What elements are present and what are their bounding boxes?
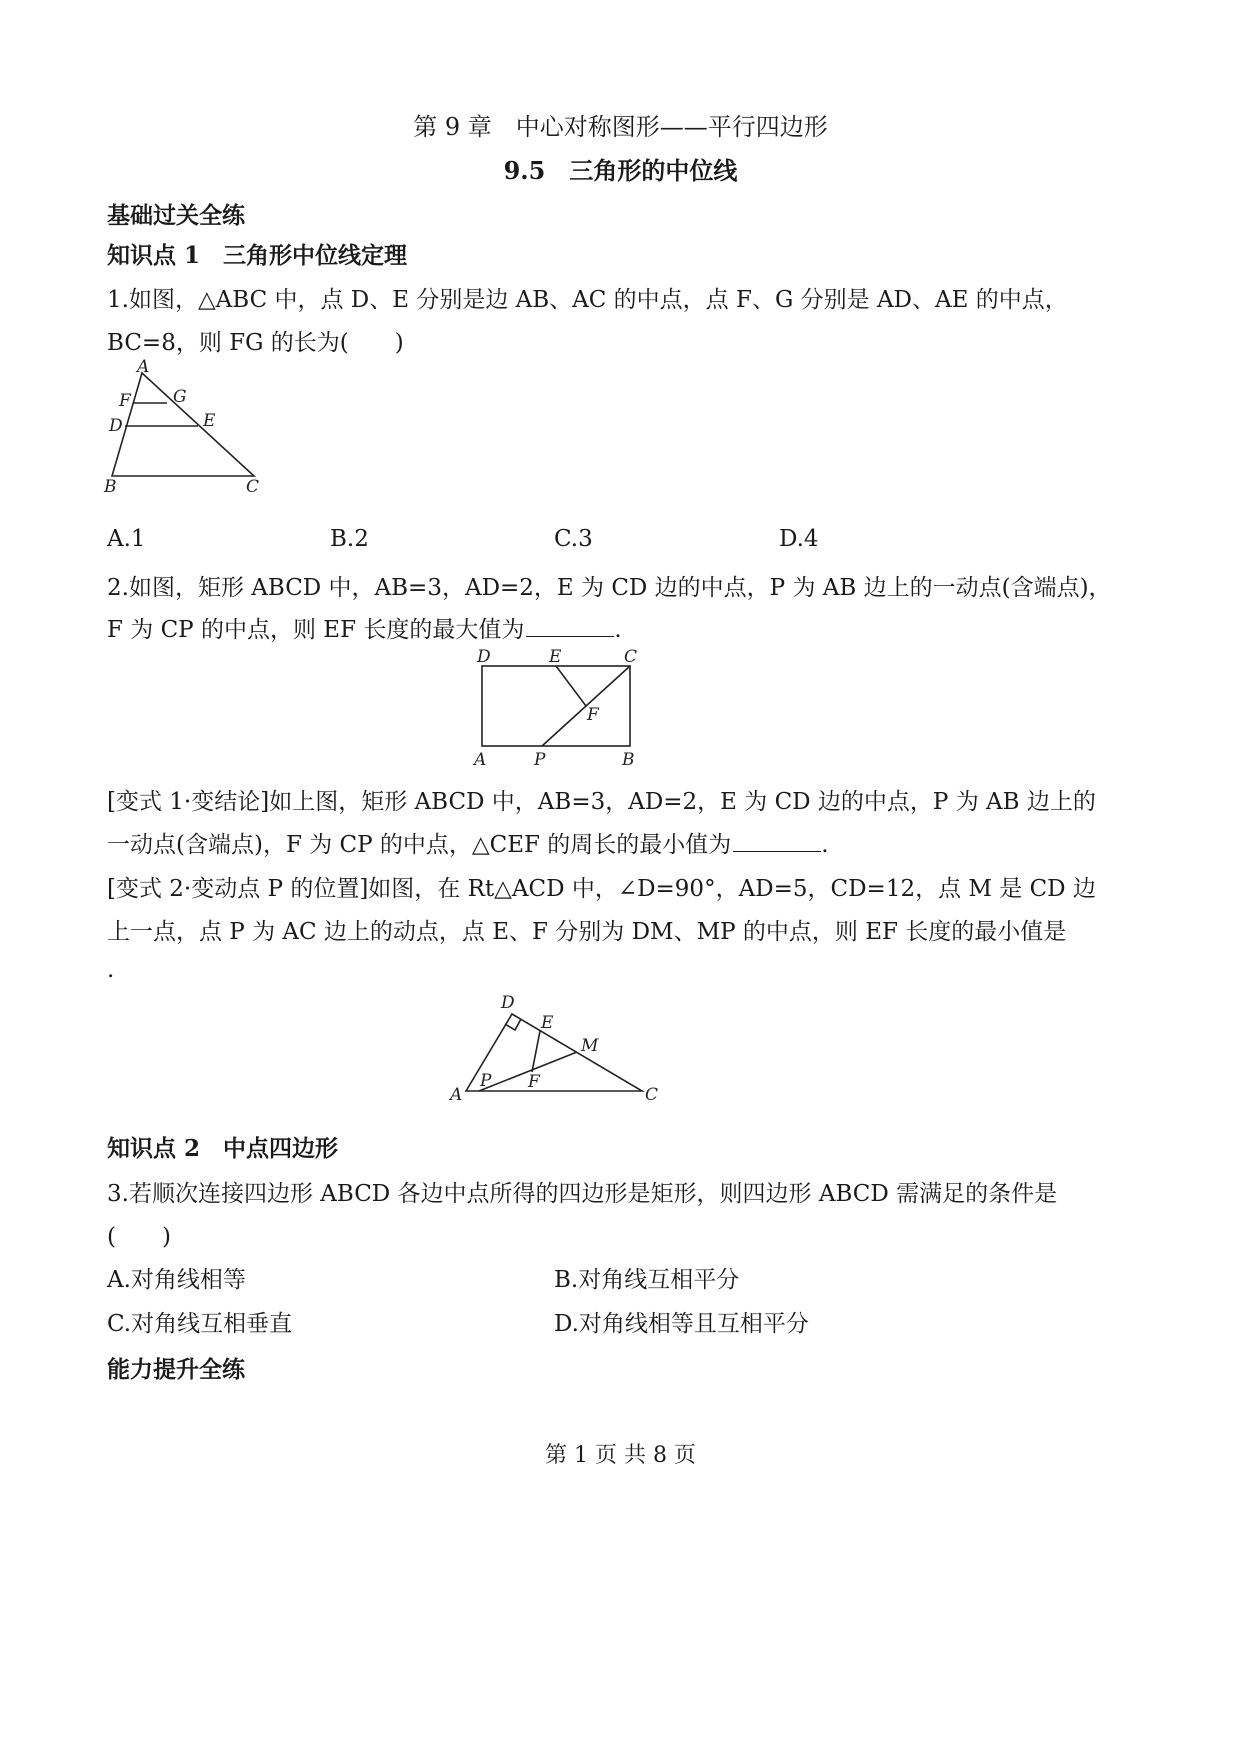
q3-option-c: C.对角线互相垂直 [107, 1311, 293, 1337]
label-d: D [477, 647, 491, 667]
label-c: C [645, 1085, 659, 1105]
q1-option-d: D.4 [779, 526, 819, 552]
variant2-text-line3: . [107, 957, 115, 983]
segment-pc [542, 666, 630, 746]
ability-section-heading: 能力提升全练 [107, 1356, 245, 1383]
label-a: A [137, 358, 150, 377]
knowledge-point-2-heading: 知识点 2 中点四边形 [107, 1135, 339, 1162]
q2-text-line2: F 为 CP 的中点，则 EF 长度的最大值为 [107, 617, 525, 643]
q2-text-line1: 2.如图，矩形 ABCD 中，AB=3，AD=2，E 为 CD 边的中点，P 为 AB 边上的一动点(含端点)， [107, 575, 1112, 601]
variant2-text-line1: [变式 2·变动点 P 的位置]如图，在 Rt△ACD 中，∠D=90°，AD=5，CD=12，点 M 是 CD 边 [107, 876, 1096, 902]
label-f: F [587, 705, 599, 725]
label-f: F [528, 1072, 540, 1092]
q3-text-line1: 3.若顺次连接四边形 ABCD 各边中点所得的四边形是矩形，则四边形 ABCD 需满足的条件是 [107, 1181, 1058, 1207]
label-b: B [622, 750, 635, 769]
q3-option-a: A.对角线相等 [107, 1267, 246, 1293]
variant1-text-line2: 一动点(含端点)，F 为 CP 的中点，△CEF 的周长的最小值为 [107, 832, 732, 858]
label-e: E [203, 411, 216, 431]
variant2-triangle-figure [440, 990, 670, 1105]
q3-text-line2: ( ) [107, 1224, 171, 1250]
q1-option-a: A.1 [107, 526, 146, 552]
basic-section-heading: 基础过关全练 [107, 202, 245, 229]
segment-ef [556, 666, 586, 706]
segment-ef [532, 1031, 540, 1072]
page-footer: 第 1 页 共 8 页 [545, 1443, 696, 1468]
q2-answer-blank [526, 616, 614, 637]
q2-rectangle-figure [468, 644, 648, 769]
chapter-title: 第 9 章 中心对称图形——平行四边形 [413, 113, 828, 141]
variant1-line2-period: . [821, 832, 829, 858]
knowledge-point-1-heading: 知识点 1 三角形中位线定理 [107, 242, 408, 269]
variant1-answer-blank [733, 831, 821, 852]
variant2-text-line2: 上一点，点 P 为 AC 边上的动点，点 E、F 分别为 DM、MP 的中点，则 EF 长度的最小值是 [107, 919, 1067, 945]
q1-text-line2: BC=8，则 FG 的长为( ) [107, 330, 404, 356]
label-p: P [480, 1071, 492, 1091]
label-c: C [246, 477, 260, 497]
label-e: E [541, 1013, 554, 1033]
label-b: B [104, 477, 117, 497]
label-f: F [119, 391, 131, 411]
label-e: E [549, 647, 562, 667]
q1-option-c: C.3 [554, 526, 593, 552]
q3-option-d: D.对角线相等且互相平分 [554, 1311, 809, 1337]
label-a: A [474, 750, 487, 769]
label-c: C [624, 647, 638, 667]
label-g: G [173, 387, 187, 407]
q1-option-b: B.2 [330, 526, 369, 552]
section-title: 9.5 三角形的中位线 [503, 156, 738, 185]
label-p: P [534, 750, 546, 769]
label-d: D [109, 416, 123, 436]
q1-text-line1: 1.如图，△ABC 中，点 D、E 分别是边 AB、AC 的中点，点 F、G 分别是 AD、AE 的中点， [107, 287, 1068, 313]
label-m: M [581, 1036, 599, 1056]
label-d: D [501, 993, 515, 1013]
q2-line2-period: . [614, 617, 622, 643]
q1-triangle-figure [100, 358, 270, 498]
label-a: A [450, 1085, 463, 1105]
q3-option-b: B.对角线互相平分 [554, 1267, 740, 1293]
variant1-text-line1: [变式 1·变结论]如上图，矩形 ABCD 中，AB=3，AD=2，E 为 CD 边的中点，P 为 AB 边上的 [107, 789, 1096, 815]
triangle-acd [466, 1014, 642, 1091]
